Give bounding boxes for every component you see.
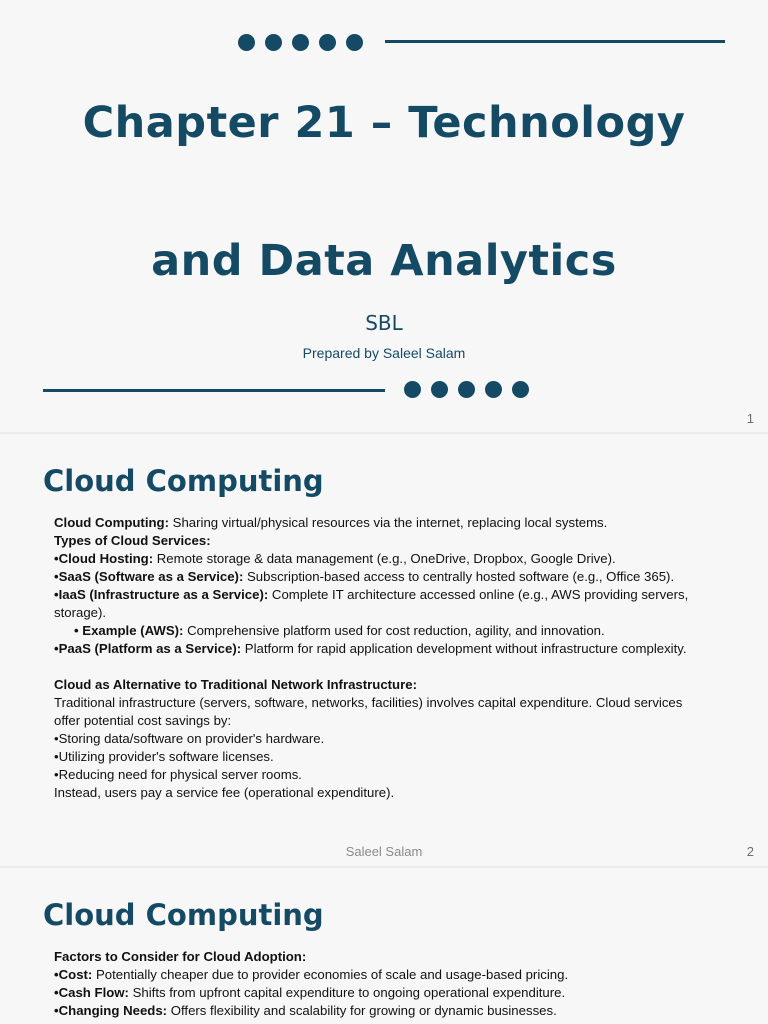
paragraph-text: Instead, users pay a service fee (operational expenditure). (54, 785, 395, 800)
list-item (54, 586, 704, 622)
dot (319, 34, 336, 51)
decorative-rule-bottom (43, 389, 385, 392)
slide-body (54, 514, 704, 802)
slide-1-title (0, 0, 768, 432)
page-number: 1 (746, 411, 754, 426)
paragraph (54, 784, 704, 802)
paragraph-text: Remote storage & data management (e.g., OneDrive, Dropbox, Google Drive). (153, 551, 616, 566)
slide-3-content (0, 868, 768, 1024)
paragraph-text: •Reducing need for physical server rooms. (54, 767, 302, 782)
bold-lead: •SaaS (Software as a Service): (54, 569, 244, 584)
dot (265, 34, 282, 51)
bold-lead: Factors to Consider for Cloud Adoption: (54, 949, 307, 964)
decorative-rule-top (385, 40, 725, 43)
list-item (54, 568, 704, 586)
bold-lead: •Changing Needs: (54, 1003, 168, 1018)
paragraph-text: Shifts from upfront capital expenditure to ongoing operational expenditure. (128, 985, 566, 1000)
paragraph-text: Sharing virtual/physical resources via the internet, replacing local systems. (169, 515, 608, 530)
dot (431, 381, 448, 398)
slide-body (54, 948, 704, 1020)
sub-list-item (54, 622, 704, 640)
spacer (54, 658, 704, 676)
bold-lead: •Cost: (54, 967, 93, 982)
paragraph (54, 532, 704, 550)
paragraph-text: •Storing data/software on provider's hardware. (54, 731, 325, 746)
paragraph-text: Comprehensive platform used for cost reduction, agility, and innovation. (183, 623, 605, 638)
title-line-2: and Data Analytics (151, 236, 617, 286)
bold-lead: •Cash Flow: (54, 985, 129, 1000)
dot (485, 381, 502, 398)
list-item (54, 748, 704, 766)
paragraph (54, 514, 704, 532)
slide-footer: Saleel Salam (345, 844, 423, 859)
list-item (54, 984, 704, 1002)
dot (404, 381, 421, 398)
paragraph (54, 676, 704, 694)
bold-lead: •PaaS (Platform as a Service): (54, 641, 242, 656)
bold-lead: • Example (AWS): (74, 623, 184, 638)
list-item (54, 640, 704, 658)
dot (292, 34, 309, 51)
bold-lead: •Cloud Hosting: (54, 551, 154, 566)
bold-lead: Cloud Computing: (54, 515, 169, 530)
dot (458, 381, 475, 398)
dot (346, 34, 363, 51)
paragraph (54, 948, 704, 966)
decorative-dots-bottom (404, 381, 529, 398)
paragraph (54, 694, 704, 730)
slide-2-content (0, 434, 768, 866)
author-line: Prepared by Saleel Salam (302, 345, 466, 361)
list-item (54, 1002, 704, 1020)
slide-heading: Cloud Computing (43, 898, 324, 932)
list-item (54, 550, 704, 568)
paragraph-text: Platform for rapid application development without infrastructure complexity. (241, 641, 687, 656)
paragraph-text: •Utilizing provider's software licenses. (54, 749, 274, 764)
paragraph-text: Offers flexibility and scalability for growing or dynamic businesses. (167, 1003, 557, 1018)
list-item (54, 966, 704, 984)
slide-heading: Cloud Computing (43, 464, 324, 498)
paragraph-text: Traditional infrastructure (servers, software, networks, facilities) involves capital expenditure. Cloud services offer potential cost savings by: (54, 695, 683, 728)
bold-lead: •IaaS (Infrastructure as a Service): (54, 587, 269, 602)
paragraph-text: Complete IT architecture accessed online (e.g., AWS providing servers, storage). (54, 587, 689, 620)
paragraph-text: Potentially cheaper due to provider economies of scale and usage-based pricing. (92, 967, 569, 982)
bold-lead: Types of Cloud Services: (54, 533, 211, 548)
list-item (54, 730, 704, 748)
paragraph-text: Subscription-based access to centrally hosted software (e.g., Office 365). (243, 569, 675, 584)
dot (238, 34, 255, 51)
subtitle: SBL (365, 311, 403, 335)
title-line-1: Chapter 21 – Technology (82, 98, 686, 148)
dot (512, 381, 529, 398)
list-item (54, 766, 704, 784)
decorative-dots-top (238, 34, 363, 51)
page-number: 2 (746, 844, 754, 859)
bold-lead: Cloud as Alternative to Traditional Network Infrastructure: (54, 677, 417, 692)
